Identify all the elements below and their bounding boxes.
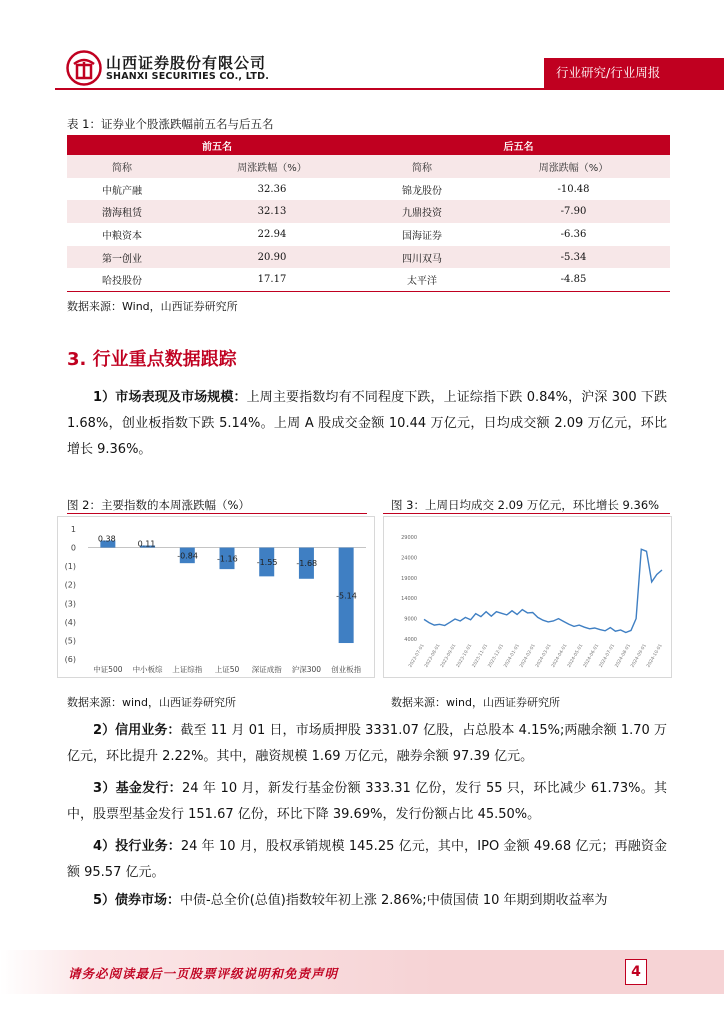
x-tick-label: 2023-12-01 — [487, 643, 506, 669]
table-row — [67, 268, 670, 291]
paragraph-fund — [67, 776, 667, 828]
stock-change: -4.85 — [477, 268, 670, 291]
stock-change-table — [67, 135, 670, 292]
data-label: -5.14 — [336, 591, 357, 601]
paragraph-credit — [67, 718, 667, 770]
footer-disclaimer: 请务必阅读最后一页股票评级说明和免责声明 — [68, 966, 339, 981]
category-label: 深证成指 — [251, 665, 282, 674]
stock-change: 22.94 — [257, 228, 287, 240]
x-tick-label: 2023-09-01 — [440, 643, 458, 669]
stock-change: -10.48 — [557, 183, 590, 195]
stock-change: 32.13 — [177, 200, 367, 223]
y-tick-label: (1) — [64, 562, 76, 572]
figure2-frame — [57, 516, 375, 678]
y-tick-label: 0 — [70, 543, 76, 553]
paragraph-label: 1）市场表现及市场规模： — [93, 390, 247, 405]
data-label: 0.11 — [137, 539, 156, 549]
x-tick-label: 2024-05-01 — [566, 643, 585, 669]
stock-name: 中粮资本 — [102, 230, 142, 242]
data-label: 0.38 — [97, 534, 116, 544]
data-label: -1.55 — [256, 557, 278, 567]
x-tick-label: 2023-11-01 — [471, 643, 490, 669]
y-tick-label: 9000 — [404, 616, 417, 623]
figure3-rule — [383, 513, 670, 514]
x-tick-label: 2024-01-01 — [503, 643, 521, 669]
figure3-caption: 图 3：上周日均成交 2.09 万亿元，环比增长 9.36% — [391, 498, 660, 512]
figure3-source: 数据来源：wind，山西证券研究所 — [391, 696, 561, 709]
col-header-change: 周涨跌幅（%） — [177, 155, 367, 178]
table-source: 数据来源：Wind，山西证券研究所 — [67, 300, 238, 313]
figure2-rule — [67, 513, 367, 514]
x-tick-label: 2024-04-01 — [551, 643, 569, 669]
col-header-name: 简称 — [367, 155, 477, 178]
data-label: -0.84 — [177, 551, 198, 561]
y-tick-label: (4) — [64, 617, 76, 627]
paragraph-text: 中债-总全价(总值)指数较年初上涨 2.86%;中债国债 10 年期到期收益率为 — [180, 893, 608, 908]
x-tick-label: 2024-09-01 — [630, 643, 648, 669]
company-name-cn: 山西证券股份有限公司 — [106, 54, 267, 72]
col-header-name: 简称 — [67, 155, 177, 178]
header-divider — [55, 88, 724, 90]
stock-change: 17.17 — [177, 268, 367, 291]
stock-change: -6.36 — [560, 228, 587, 240]
paragraph-label: 3）基金发行： — [93, 781, 182, 796]
category-label: 中小板综 — [132, 665, 163, 674]
stock-name: 渤海租赁 — [67, 200, 177, 223]
x-tick-label: 2023-08-01 — [424, 643, 442, 669]
x-tick-label: 2023-07-01 — [408, 643, 426, 669]
section-title: 3. 行业重点数据跟踪 — [67, 349, 237, 370]
group-bottom-five: 后五名 — [367, 135, 670, 155]
y-tick-label: (5) — [64, 636, 76, 646]
table-header-row — [67, 155, 670, 178]
stock-name: 四川双马 — [367, 246, 477, 269]
page-number: 4 — [625, 959, 647, 985]
group-top-five: 前五名 — [67, 135, 367, 155]
y-tick-label: 29000 — [401, 535, 417, 541]
y-tick-label: (6) — [64, 655, 76, 664]
figure2-caption: 图 2：主要指数的本周涨跌幅（%） — [67, 498, 250, 512]
table-row — [67, 246, 670, 269]
report-category: 行业研究/行业周报 — [544, 58, 724, 88]
paragraph-text: 24 年 10 月，股权承销规模 145.25 亿元，其中，IPO 金额 49.68 亿元；再融资金额 95.57 亿元。 — [67, 839, 667, 880]
category-label: 沪深300 — [291, 665, 322, 674]
stock-change: 32.36 — [257, 183, 287, 195]
index-change-bar-chart — [58, 517, 374, 677]
paragraph-market — [67, 385, 667, 463]
stock-name: 中航产融 — [102, 185, 142, 197]
figure3-frame — [383, 516, 672, 678]
paragraph-label: 2）信用业务： — [93, 723, 181, 738]
stock-name: 哈投股份 — [67, 268, 177, 291]
category-label: 中证500 — [93, 665, 123, 674]
stock-change: -5.34 — [477, 246, 670, 269]
y-tick-label: 19000 — [401, 575, 417, 582]
y-tick-label: 1 — [70, 525, 76, 534]
stock-change: 20.90 — [177, 246, 367, 269]
col-header-change: 周涨跌幅（%） — [477, 155, 670, 178]
x-tick-label: 2024-02-01 — [519, 643, 537, 669]
series-line — [424, 549, 662, 632]
x-tick-label: 2024-07-01 — [598, 643, 617, 669]
stock-name: 第一创业 — [67, 246, 177, 269]
data-label: -1.16 — [217, 554, 238, 564]
paragraph-text: 截至 11 月 01 日，市场质押股 3331.07 亿股，占总股本 4.15%;两融余额 1.70 万亿元，环比提升 2.22%。其中，融资规模 1.69 万亿元，融券余额 97.39 亿元。 — [67, 723, 667, 764]
paragraph-text: 上周主要指数均有不同程度下跌，上证综指下跌 0.84%，沪深 300 下跌 1.68%，创业板指数下跌 5.14%。上周 A 股成交金额 10.44 万亿元，日均成交额 2.09 万亿元，环比增长 9.36%。 — [67, 390, 667, 457]
company-name-en: SHANXI SECURITIES CO., LTD. — [106, 71, 270, 82]
figure2-source: 数据来源：wind，山西证券研究所 — [67, 696, 237, 709]
x-tick-label: 2024-06-01 — [582, 643, 601, 669]
x-tick-label: 2023-10-01 — [455, 643, 474, 669]
table-row — [67, 200, 670, 223]
category-label: 上证50 — [214, 665, 240, 674]
table-row — [67, 178, 670, 201]
stock-name: 九鼎投资 — [367, 200, 477, 223]
stock-name: 锦龙股份 — [402, 185, 442, 197]
table-group-row — [67, 135, 670, 155]
company-logo-icon — [66, 50, 102, 86]
y-tick-label: (2) — [64, 580, 76, 590]
stock-name: 太平洋 — [367, 268, 477, 291]
data-label: -1.68 — [296, 559, 318, 569]
paragraph-ib — [67, 834, 667, 886]
paragraph-text: 24 年 10 月，新发行基金份额 333.31 亿份，发行 55 只，环比减少 61.73%。其中，股票型基金发行 151.67 亿份，环比下降 39.69%，发行份额占比 45.50%。 — [67, 781, 668, 822]
stock-name: 国海证券 — [402, 230, 442, 242]
x-tick-label: 2024-10-01 — [646, 643, 664, 669]
y-tick-label: 4000 — [404, 637, 417, 643]
table-row — [67, 223, 670, 246]
stock-change: -7.90 — [477, 200, 670, 223]
category-label: 上证综指 — [172, 665, 203, 674]
paragraph-label: 4）投行业务： — [93, 839, 181, 854]
y-tick-label: 24000 — [401, 555, 417, 562]
x-tick-label: 2024-08-01 — [614, 643, 632, 669]
category-label: 创业板指 — [331, 665, 362, 674]
y-tick-label: 14000 — [401, 596, 417, 603]
y-tick-label: (3) — [64, 599, 76, 609]
turnover-line-chart — [384, 517, 671, 677]
table-caption: 表 1：证券业个股涨跌幅前五名与后五名 — [67, 117, 274, 131]
paragraph-bond — [67, 888, 667, 914]
x-tick-label: 2024-03-01 — [535, 643, 553, 669]
paragraph-label: 5）债券市场： — [93, 893, 181, 908]
